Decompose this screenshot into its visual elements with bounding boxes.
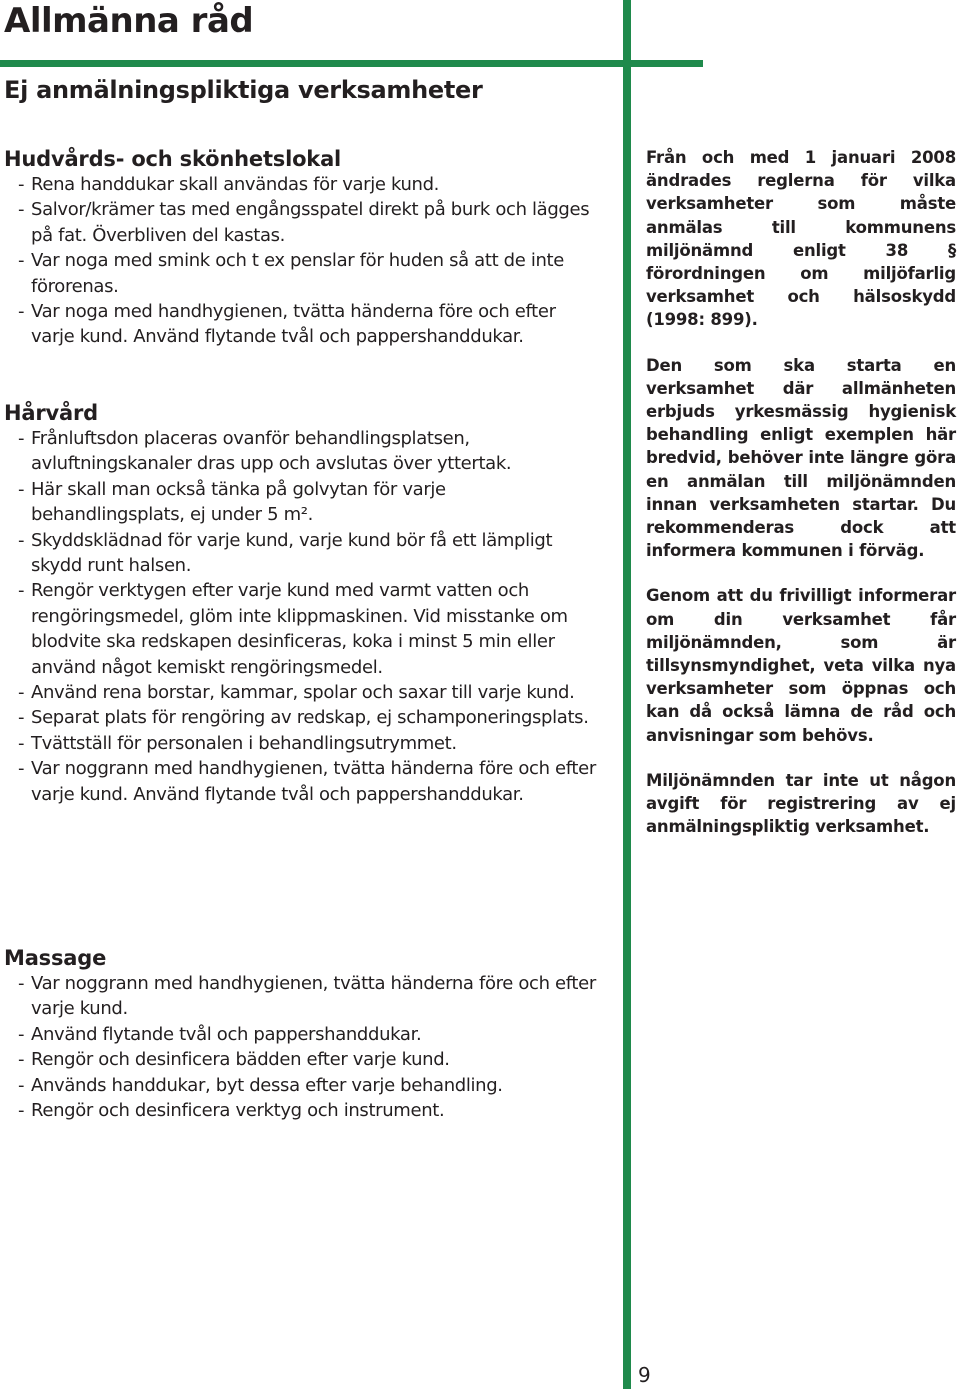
advice-list (4, 426, 604, 807)
list-item: - Använd rena borstar, kammar, spolar och saxar till varje kund. (18, 682, 575, 704)
list-item: - Rengör och desinficera verktyg och instrument. (18, 1100, 445, 1122)
advice-list (4, 971, 604, 1123)
list-item: - Var noggrann med handhygienen, tvätta händerna före och efter varje kund. Använd flytande tvål och pappershanddukar. (18, 758, 596, 805)
list-item: - Här skall man också tänka på golvytan för varje behandlingsplats, ej under 5 m². (18, 478, 446, 526)
green-horizontal-rule (0, 60, 703, 67)
sidebar-paragraph: Genom att du frivilligt informerar om din verksamhet får miljönämnden, som är tillsynsmyndighet, veta vilka nya verksamheter som öppnas och kan då också lämna de råd och anvisningar som behövs. (646, 586, 956, 745)
sidebar-paragraph: Miljönämnden tar inte ut någon avgift för registrering av ej anmälningspliktig verksamhet. (646, 770, 956, 837)
advice-list (4, 172, 604, 350)
section-heading: Hudvårds- och skönhetslokal (4, 147, 342, 171)
list-item: - Var noga med handhygienen, tvätta händerna före och efter varje kund. Använd flytande tvål och pappershanddukar. (18, 301, 556, 348)
list-item: - Använd flytande tvål och pappershanddukar. (18, 1023, 422, 1045)
section-massage (4, 945, 604, 1123)
green-vertical-rule (623, 0, 631, 1389)
section-hudvard (4, 146, 604, 350)
list-item: - Skyddsklädnad för varje kund, varje kund bör få ett lämpligt skydd runt halsen. (18, 529, 553, 577)
list-item: - Rengör och desinficera bädden efter varje kund. (18, 1049, 450, 1071)
list-item: - Används handdukar, byt dessa efter varje behandling. (18, 1074, 503, 1096)
list-item: - Rengör verktygen efter varje kund med varmt vatten och rengöringsmedel, glöm inte klippmaskinen. Vid misstanke om blodvite ska redskapen desinficeras, koka i minst 5 min eller använd något kemiskt rengöringsmedel. (18, 580, 568, 678)
list-item: - Var noga med smink och t ex penslar för huden så att de inte förorenas. (18, 250, 564, 297)
list-item: - Var noggrann med handhygienen, tvätta händerna före och efter varje kund. (18, 973, 596, 1020)
page-number: 9 (638, 1363, 651, 1387)
section-heading: Massage (4, 946, 107, 970)
list-item: - Separat plats för rengöring av redskap, ej schamponeringsplats. (18, 707, 589, 729)
sidebar-paragraph: Från och med 1 januari 2008 ändrades reglerna för vilka verksamheter som måste anmälas till kommunens miljönämnd enligt 38 § förordningen om miljöfarlig verksamhet och hälsoskydd (1998: 899). (646, 148, 956, 330)
section-harvard (4, 400, 604, 807)
list-item: - Frånluftsdon placeras ovanför behandlingsplatsen, avluftningskanaler dras upp och avslutas över yttertak. (18, 428, 512, 475)
section-heading: Hårvård (4, 401, 98, 425)
list-item: - Rena handdukar skall användas för varje kund. (18, 174, 440, 195)
sidebar-paragraph: Den som ska starta en verksamhet där allmänheten erbjuds yrkesmässig hygienisk behandling enligt exemplen här bredvid, behöver inte längre göra en anmälan till miljönämnden innan verksamheten startar. Du rekommenderas dock att informera kommunen i förväg. (646, 355, 956, 561)
page-title: Allmänna råd (4, 1, 254, 41)
page-subtitle: Ej anmälningspliktiga verksamheter (4, 76, 483, 104)
sidebar-info (646, 146, 956, 860)
list-item: - Tvättställ för personalen i behandlingsutrymmet. (18, 732, 457, 754)
list-item: - Salvor/krämer tas med engångsspatel direkt på burk och lägges på fat. Överbliven del kastas. (18, 199, 590, 246)
